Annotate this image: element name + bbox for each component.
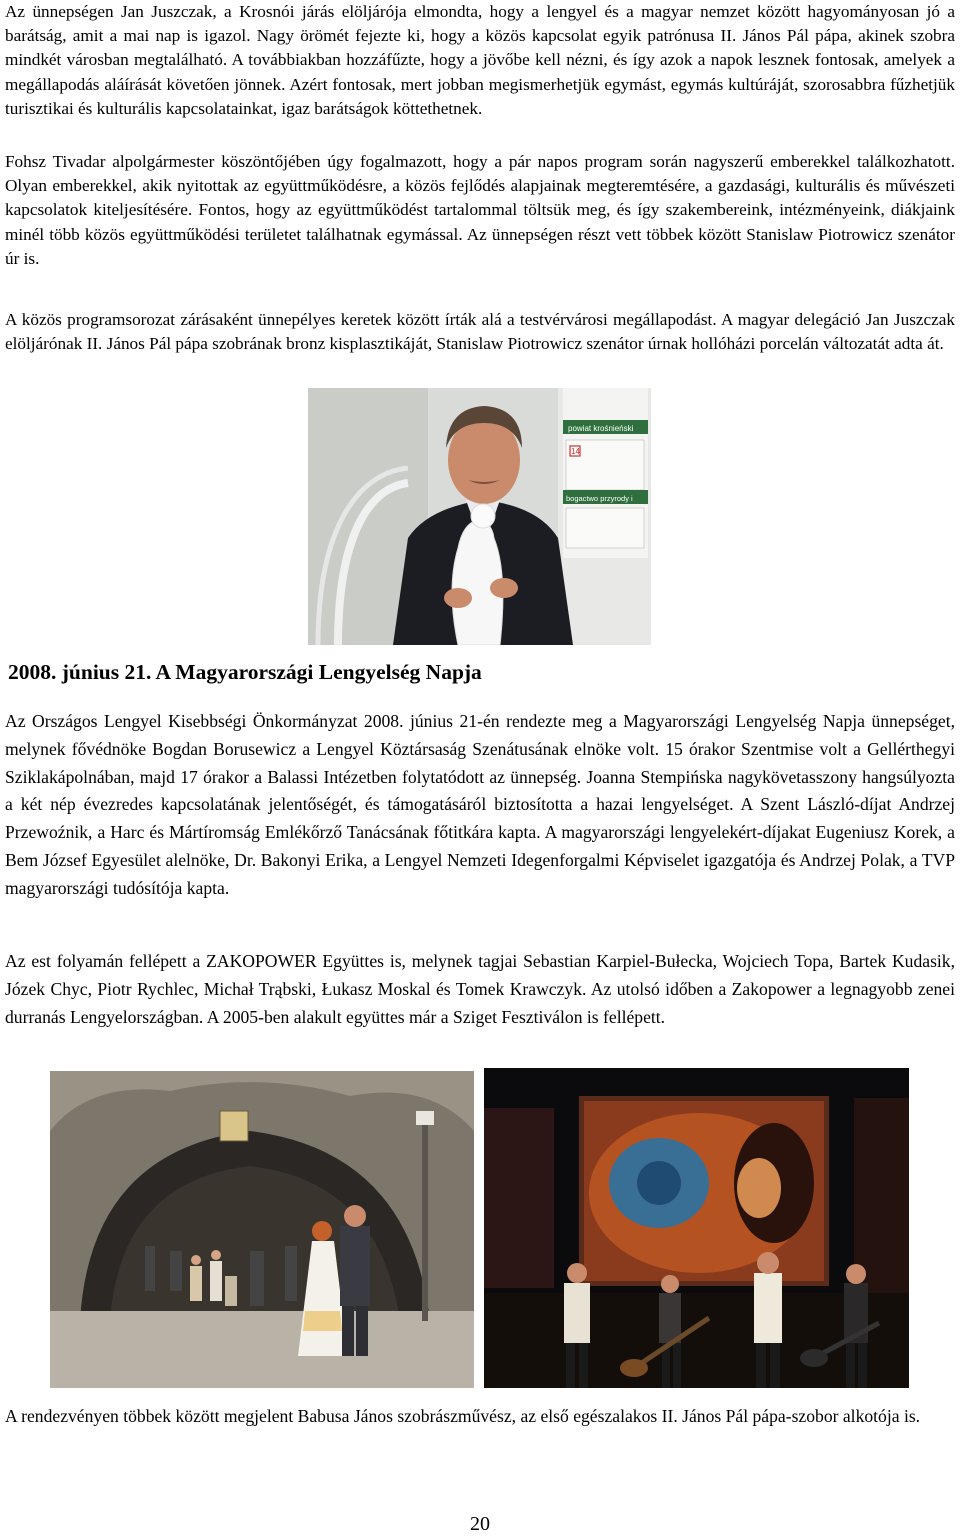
photo-cave-chapel	[50, 1071, 474, 1388]
section-heading: 2008. június 21. A Magyarországi Lengyelség Napja	[8, 660, 482, 684]
paragraph-lengyelseg-napja: Az Országos Lengyel Kisebbségi Önkormányzat 2008. június 21-én rendezte meg a Magyarországi Lengyelség Napja ünnepséget, melynek fővédnöke Bogdan Borusewicz a Lengyel Köztársaság Szenátusának elnöke volt. 15 órakor Szentmise volt a Gellérthegyi Sziklakápolnában, majd 17 órakor a Balassi Intézetben folytatódott az ünnepség. Joanna Stempińska nagykövetasszony hangsúlyozta a két nép évezredes kapcsolatának jelentőségét, és támogatásáról biztosította a hazai lengyelséget. A Szent László-díjat Andrzej Przewoźnik, a Harc és Mártíromság Emlékőrző Tanácsának főtitkára kapta. A magyarországi lengyelekért-díjakat Eugeniusz Korek, a Bem József Egyesület alelnöke, Dr. Bakonyi Erika, a Lengyel Nemzeti Idegenforgalmi Képviselet igazgatója és Andrzej Polak, a TVP magyarországi tudósítója kapta.	[5, 711, 955, 898]
photo-zakopower-concert	[484, 1068, 909, 1388]
photo-man-with-statue	[308, 388, 651, 645]
paragraph-closing: A közös programsorozat zárásaként ünnepélyes keretek között írták alá a testvérvárosi megállapodást. A magyar delegáció Jan Juszczak elöljárónak II. János Pál pápa szobrának bronz kisplasztikáját, Stanislaw Piotrowicz szenátor úrnak hollóházi porcelán változatát adta át.	[5, 310, 955, 354]
calendar-subtitle: bogactwo przyrody i	[566, 494, 633, 503]
calendar-title: powiat krośnieński	[568, 424, 634, 433]
paragraph-babusa: A rendezvényen többek között megjelent Babusa János szobrászművész, az első egészalakos II. János Pál pápa-szobor alkotója is.	[5, 1406, 921, 1426]
paragraph-fohsz: Fohsz Tivadar alpolgármester köszöntőjében úgy fogalmazott, hogy a pár napos program során nagyszerű emberekkel találkozhatott. Olyan emberekkel, akik nyitottak az együttműködésre, a közös fejlődés alapjainak megteremtésére, a gazdasági, kulturális és művészeti kapcsolatok kiteljesítésére. Fontos, hogy az együttműködést tartalommal töltsük meg, és így szakembereink, intézményeink, diákjaink minél több közös együttműködési területet találhatnak egymással. Az ünnepségen részt vett többek között Stanislaw Piotrowicz szenátor úr is.	[5, 152, 955, 268]
calendar-date: 14	[571, 447, 580, 456]
paragraph-juszczak: Az ünnepségen Jan Juszczak, a Krosnói járás elöljárója elmondta, hogy a lengyel és a magyar nemzet között hagyományosan jó a barátság, amit a mai nap is igazol. Nagy örömét fejezte ki, hogy a közös kapcsolat egyik patrónusa II. János Pál pápa, akinek szobra mindkét városban megtalálható. A továbbiakban hozzáfűzte, hogy a jövőbe kell nézni, és így azok a napok lesznek fontosak, amelyek a megállapodás aláírását követően jönnek. Azért fontosak, mert jobban megismerhetjük egymást, egymás kultúráját, szorosabbra fűzhetjük turisztikai és kulturális kapcsolatainkat, igaz barátságok köttethetnek.	[5, 2, 955, 118]
paragraph-zakopower: Az est folyamán fellépett a ZAKOPOWER Együttes is, melynek tagjai Sebastian Karpiel-Bułecka, Wojciech Topa, Bartek Kudasik, Józek Chyc, Piotr Rychlec, Michał Trąbski, Łukasz Moskal és Tomek Krawczyk. Az utolsó időben a Zakopower a legnagyobb zenei durranás Lengyelországban. A 2005-ben alakult együttes már a Sziget Fesztiválon is fellépett.	[5, 951, 955, 1027]
page-number: 20	[470, 1513, 490, 1535]
